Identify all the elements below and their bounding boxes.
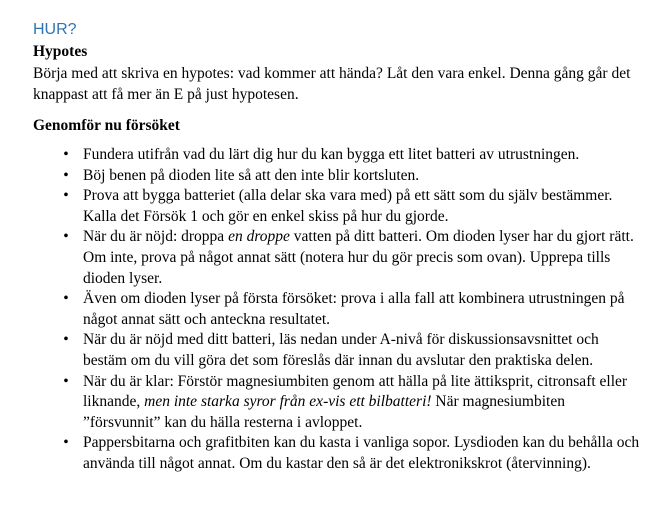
- hypotes-paragraph: Börja med att skriva en hypotes: vad kommer att hända? Låt den vara enkel. Denna gång går det knappast att få mer än E på just hypotesen.: [33, 65, 631, 103]
- list-item: [61, 145, 641, 166]
- list-item-text: När du är nöjd med ditt batteri, läs nedan under A-nivå för diskussionsavsnittet och bestäm om du vill göra det som föreslås där innan du avslutar den praktiska delen.: [83, 331, 599, 369]
- list-item: [61, 166, 641, 187]
- list-item-emphasis: en droppe: [228, 228, 290, 246]
- bullet-icon: •: [63, 187, 69, 205]
- section-title-hur: HUR?: [33, 21, 77, 38]
- list-item-text-before: När du är klar: Förstör magnesiumbiten genom att hälla på lite ättiksprit, citronsaft eller liknande,: [83, 372, 628, 411]
- list-item: [61, 330, 641, 371]
- bullet-icon: •: [63, 228, 69, 246]
- list-item-text: Fundera utifrån vad du lärt dig hur du kan bygga ett litet batteri av utrustningen.: [83, 146, 580, 163]
- list-item-text-after: När magnesiumbiten ”försvunnit” kan du hälla resterna i avloppet.: [83, 393, 565, 431]
- list-item-text-after: vatten på ditt batteri. Om dioden lyser har du gjort rätt. Om inte, prova på något annat sätt (notera hur du gör precis som ovan). Upprepa tills dioden lyser.: [83, 228, 634, 287]
- bullet-icon: •: [63, 290, 69, 308]
- bullet-icon: •: [63, 166, 69, 184]
- list-item-text: Pappersbitarna och grafitbiten kan du kasta i vanliga sopor. Lysdioden kan du behålla och använda till något annat. Om du kastar den så är det elektronikskrot (återvinning).: [83, 434, 640, 472]
- list-item: [61, 433, 641, 474]
- list-item: [61, 372, 641, 434]
- bullet-icon: •: [63, 434, 69, 452]
- list-item: [61, 289, 641, 330]
- bullet-icon: •: [63, 372, 69, 390]
- list-item-text: Prova att bygga batteriet (alla delar ska vara med) på ett sätt som du själv bestämmer. Kalla det Försök 1 och gör en enkel skiss på hur du gjorde.: [83, 187, 613, 225]
- list-item-text: Även om dioden lyser på första försöket: prova i alla fall att kombinera utrustningen på något annat sätt och anteckna resultatet.: [83, 290, 625, 328]
- list-item-emphasis: men inte starka syror från ex-vis ett bilbatteri!: [144, 393, 432, 411]
- list-item: [61, 186, 641, 227]
- list-item-text-before: När du är nöjd: droppa: [83, 228, 229, 246]
- genomfor-heading: Genomför nu försöket: [33, 117, 180, 134]
- procedure-list: [61, 145, 641, 475]
- list-item: [61, 227, 641, 289]
- bullet-icon: •: [63, 146, 69, 163]
- hypotes-heading: Hypotes: [33, 43, 88, 60]
- list-item-text: Böj benen på dioden lite så att den inte blir kortsluten.: [83, 166, 420, 184]
- bullet-icon: •: [63, 331, 69, 349]
